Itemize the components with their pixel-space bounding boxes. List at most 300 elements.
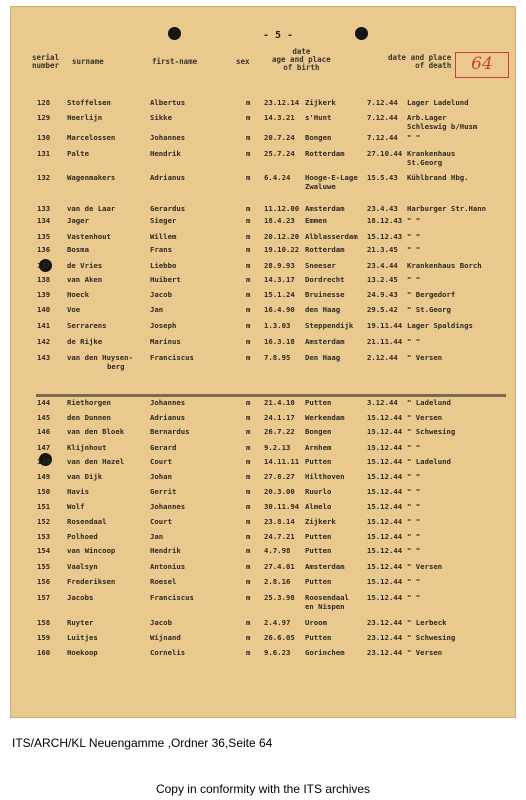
birth-date-cell: 2.4.97 (264, 618, 291, 627)
death-date-cell: 7.12.44 (367, 133, 398, 142)
birth-date-cell: 20.12.20 (264, 232, 300, 241)
first-name-cell: Sikke (150, 113, 172, 122)
first-name-cell: Jacob (150, 290, 172, 299)
register-row (10, 618, 516, 632)
first-name-cell: Albertus (150, 98, 186, 107)
first-name-cell: Hendrik (150, 149, 181, 158)
birth-date-cell: 20.3.00 (264, 487, 295, 496)
serial-number-cell: 145 (37, 413, 51, 422)
death-place-cell: " Schwesing (407, 427, 456, 436)
birth-date-cell: 4.7.98 (264, 546, 291, 555)
birth-date-cell: 25.7.24 (264, 149, 295, 158)
surname-cell: Wolf (67, 502, 85, 511)
sex-cell: m (246, 173, 251, 182)
sex-cell: m (246, 443, 251, 452)
serial-number-cell: 147 (37, 443, 51, 452)
death-place-cell: " St.Georg (407, 305, 451, 314)
first-name-cell: Wijnand (150, 633, 181, 642)
serial-number-cell: 137 (37, 261, 51, 270)
death-date-cell: 15.12.44 (367, 532, 403, 541)
register-row (10, 443, 516, 457)
birth-place-cell: Almelo (305, 502, 332, 511)
sex-cell: m (246, 457, 251, 466)
birth-date-cell: 14.11.11 (264, 457, 300, 466)
surname-cell: van den Hazel (67, 457, 125, 466)
sex-cell: m (246, 517, 251, 526)
death-date-cell: 15.12.44 (367, 593, 403, 602)
sex-cell: m (246, 290, 251, 299)
sex-cell: m (246, 337, 251, 346)
death-place-cell: " Versen (407, 562, 443, 571)
birth-date-cell: 23.8.14 (264, 517, 295, 526)
header-first-name: first-name (152, 57, 198, 66)
birth-place-cell: Bruinesse (305, 290, 345, 299)
sex-cell: m (246, 413, 251, 422)
serial-number-cell: 140 (37, 305, 51, 314)
birth-place-cell: Sneeser (305, 261, 336, 270)
birth-place-cell: Roosendaal en Nispen (305, 593, 349, 611)
surname-cell: Rosendaal (67, 517, 107, 526)
birth-date-cell: 2.8.16 (264, 577, 291, 586)
death-date-cell: 15.12.44 (367, 546, 403, 555)
surname-cell: Vastenhout (67, 232, 111, 241)
serial-number-cell: 143 (37, 353, 51, 362)
death-date-cell: 15.5.43 (367, 173, 398, 182)
death-date-cell: 23.12.44 (367, 633, 403, 642)
birth-date-cell: 25.3.98 (264, 593, 295, 602)
register-row (10, 149, 516, 167)
sex-cell: m (246, 648, 251, 657)
sex-cell: m (246, 398, 251, 407)
birth-date-cell: 24.7.21 (264, 532, 295, 541)
sex-cell: m (246, 149, 251, 158)
first-name-cell: Court (150, 517, 172, 526)
death-place-cell: " " (407, 216, 421, 225)
death-place-cell: " " (407, 593, 421, 602)
register-row (10, 290, 516, 304)
sex-cell: m (246, 216, 251, 225)
death-place-cell: Lager Spaldings (407, 321, 473, 330)
serial-number-cell: 148 (37, 457, 51, 466)
register-row (10, 133, 516, 147)
sex-cell: m (246, 133, 251, 142)
first-name-cell: Gerard (150, 443, 177, 452)
register-row (10, 113, 516, 131)
surname-cell: den Dunnen (67, 413, 111, 422)
sex-cell: m (246, 427, 251, 436)
surname-cell: Riethorgen (67, 398, 111, 407)
birth-place-cell: Zijkerk (305, 517, 336, 526)
death-date-cell: 15.12.44 (367, 413, 403, 422)
register-row (10, 398, 516, 412)
surname-cell: Klijnhout (67, 443, 107, 452)
death-date-cell: 15.12.44 (367, 427, 403, 436)
surname-cell: Hoeck (67, 290, 89, 299)
birth-date-cell: 21.4.10 (264, 398, 295, 407)
surname-cell: van Aken (67, 275, 103, 284)
death-date-cell: 15.12.44 (367, 443, 403, 452)
serial-number-cell: 153 (37, 532, 51, 541)
birth-date-cell: 18.4.23 (264, 216, 295, 225)
serial-number-cell: 132 (37, 173, 51, 182)
archive-document-page (10, 6, 516, 718)
first-name-cell: Jan (150, 532, 164, 541)
birth-date-cell: 30.11.94 (264, 502, 300, 511)
sex-cell: m (246, 593, 251, 602)
serial-number-cell: 133 (37, 204, 51, 213)
surname-cell: van de Laar (67, 204, 116, 213)
death-place-cell: " " (407, 133, 421, 142)
death-date-cell: 15.12.44 (367, 577, 403, 586)
surname-cell: van den Huysen- berg (67, 353, 133, 371)
birth-date-cell: 16.3.18 (264, 337, 295, 346)
birth-date-cell: 1.3.03 (264, 321, 291, 330)
birth-place-cell: Bongen (305, 427, 332, 436)
birth-place-cell: Emmen (305, 216, 327, 225)
death-place-cell: " " (407, 532, 421, 541)
serial-number-cell: 138 (37, 275, 51, 284)
serial-number-cell: 151 (37, 502, 51, 511)
register-row (10, 562, 516, 576)
death-place-cell: " " (407, 337, 421, 346)
serial-number-cell: 139 (37, 290, 51, 299)
surname-cell: de Rijke (67, 337, 103, 346)
first-name-cell: Johannes (150, 398, 186, 407)
birth-date-cell: 6.4.24 (264, 173, 291, 182)
birth-date-cell: 9.6.23 (264, 648, 291, 657)
register-row (10, 517, 516, 531)
birth-date-cell: 15.1.24 (264, 290, 295, 299)
header-date-place-birth: date age and place of birth (272, 47, 331, 72)
birth-place-cell: Amsterdam (305, 337, 345, 346)
birth-date-cell: 26.7.22 (264, 427, 295, 436)
first-name-cell: Johan (150, 472, 172, 481)
death-place-cell: " " (407, 577, 421, 586)
death-place-cell: " " (407, 502, 421, 511)
serial-number-cell: 128 (37, 98, 51, 107)
birth-place-cell: Ruurlo (305, 487, 332, 496)
death-place-cell: " Versen (407, 648, 443, 657)
sex-cell: m (246, 98, 251, 107)
first-name-cell: Antonius (150, 562, 186, 571)
sex-cell: m (246, 618, 251, 627)
surname-cell: Luitjes (67, 633, 98, 642)
register-row (10, 457, 516, 471)
surname-cell: Wagenmakers (67, 173, 116, 182)
birth-date-cell: 26.6.05 (264, 633, 295, 642)
serial-number-cell: 141 (37, 321, 51, 330)
punch-hole-right (355, 27, 368, 40)
death-place-cell: " " (407, 546, 421, 555)
serial-number-cell: 131 (37, 149, 51, 158)
death-place-cell: " Ladelund (407, 398, 451, 407)
death-date-cell: 15.12.44 (367, 562, 403, 571)
surname-cell: Jacobs (67, 593, 94, 602)
serial-number-cell: 130 (37, 133, 51, 142)
register-row (10, 472, 516, 486)
register-row (10, 532, 516, 546)
surname-cell: Polhoed (67, 532, 98, 541)
sex-cell: m (246, 232, 251, 241)
death-place-cell: " " (407, 232, 421, 241)
death-place-cell: Arb.Lager Schleswig b/Husm (407, 113, 478, 131)
copy-conformity-footer: Copy in conformity with the ITS archives (155, 782, 371, 796)
sex-cell: m (246, 472, 251, 481)
register-row (10, 275, 516, 289)
birth-date-cell: 7.8.95 (264, 353, 291, 362)
first-name-cell: Franciscus (150, 353, 194, 362)
archive-page-stamp: 64 (455, 52, 509, 78)
serial-number-cell: 154 (37, 546, 51, 555)
sex-cell: m (246, 532, 251, 541)
serial-number-cell: 135 (37, 232, 51, 241)
death-place-cell: " Versen (407, 353, 443, 362)
serial-number-cell: 129 (37, 113, 51, 122)
register-row (10, 413, 516, 427)
first-name-cell: Adrianus (150, 173, 186, 182)
birth-date-cell: 27.8.27 (264, 472, 295, 481)
first-name-cell: Gerrit (150, 487, 177, 496)
birth-place-cell: Zijkerk (305, 98, 336, 107)
birth-place-cell: Gorinchem (305, 648, 345, 657)
birth-place-cell: Uroom (305, 618, 327, 627)
sex-cell: m (246, 546, 251, 555)
surname-cell: Marcelossen (67, 133, 116, 142)
register-row (10, 648, 516, 662)
birth-place-cell: Putten (305, 633, 332, 642)
birth-place-cell: Dordrecht (305, 275, 345, 284)
register-row (10, 232, 516, 246)
first-name-cell: Cornelis (150, 648, 186, 657)
death-place-cell: " Bergedorf (407, 290, 456, 299)
register-row (10, 173, 516, 191)
birth-place-cell: Amsterdam (305, 204, 345, 213)
register-row (10, 216, 516, 230)
first-name-cell: Gerardus (150, 204, 186, 213)
sex-cell: m (246, 321, 251, 330)
birth-date-cell: 23.12.14 (264, 98, 300, 107)
birth-date-cell: 16.4.90 (264, 305, 295, 314)
birth-place-cell: Putten (305, 577, 332, 586)
sex-cell: m (246, 577, 251, 586)
register-row (10, 487, 516, 501)
birth-date-cell: 14.3.17 (264, 275, 295, 284)
death-date-cell: 21.11.44 (367, 337, 403, 346)
punch-hole-left (168, 27, 181, 40)
death-date-cell: 18.12.43 (367, 216, 403, 225)
surname-cell: Palte (67, 149, 89, 158)
death-date-cell: 27.10.44 (367, 149, 403, 158)
death-date-cell: 23.4.44 (367, 261, 398, 270)
surname-cell: Stoffelsen (67, 98, 111, 107)
sex-cell: m (246, 502, 251, 511)
death-date-cell: 3.12.44 (367, 398, 398, 407)
birth-place-cell: Den Haag (305, 353, 341, 362)
birth-place-cell: Hooge-E-Lage Zwaluwe (305, 173, 358, 191)
section-divider (36, 394, 506, 397)
birth-place-cell: Putten (305, 532, 332, 541)
birth-date-cell: 11.12.00 (264, 204, 300, 213)
death-date-cell: 15.12.44 (367, 517, 403, 526)
birth-date-cell: 24.1.17 (264, 413, 295, 422)
register-row (10, 633, 516, 647)
birth-date-cell: 9.2.13 (264, 443, 291, 452)
birth-date-cell: 20.7.24 (264, 133, 295, 142)
death-date-cell: 24.9.43 (367, 290, 398, 299)
serial-number-cell: 158 (37, 618, 51, 627)
death-date-cell: 7.12.44 (367, 98, 398, 107)
serial-number-cell: 144 (37, 398, 51, 407)
birth-place-cell: Putten (305, 546, 332, 555)
register-row (10, 261, 516, 275)
serial-number-cell: 156 (37, 577, 51, 586)
birth-date-cell: 19.10.22 (264, 245, 300, 254)
death-place-cell: Lager Ladelund (407, 98, 469, 107)
sex-cell: m (246, 113, 251, 122)
sex-cell: m (246, 633, 251, 642)
death-place-cell: Kühlbrand Hbg. (407, 173, 469, 182)
death-date-cell: 15.12.44 (367, 487, 403, 496)
register-row (10, 577, 516, 591)
sex-cell: m (246, 305, 251, 314)
header-serial: serial number (32, 53, 60, 70)
death-place-cell: " Ladelund (407, 457, 451, 466)
death-place-cell: " " (407, 517, 421, 526)
birth-place-cell: Hilthoven (305, 472, 345, 481)
sex-cell: m (246, 487, 251, 496)
surname-cell: Serrarens (67, 321, 107, 330)
first-name-cell: Adrianus (150, 413, 186, 422)
register-row (10, 353, 516, 371)
surname-cell: Hoekoop (67, 648, 98, 657)
birth-place-cell: Putten (305, 398, 332, 407)
birth-date-cell: 14.3.21 (264, 113, 295, 122)
death-date-cell: 23.12.44 (367, 618, 403, 627)
sex-cell: m (246, 353, 251, 362)
sex-cell: m (246, 261, 251, 270)
header-date-place-death: date and place of death (388, 53, 452, 70)
birth-place-cell: Arnhem (305, 443, 332, 452)
death-place-cell: Krankenhaus Borch (407, 261, 482, 270)
birth-place-cell: den Haag (305, 305, 341, 314)
register-row (10, 427, 516, 441)
birth-place-cell: Bongen (305, 133, 332, 142)
header-surname: surname (72, 57, 104, 66)
first-name-cell: Huibert (150, 275, 181, 284)
birth-date-cell: 28.9.93 (264, 261, 295, 270)
register-row (10, 321, 516, 335)
surname-cell: Bosma (67, 245, 89, 254)
death-date-cell: 15.12.44 (367, 502, 403, 511)
death-place-cell: Harburger Str.Hann (407, 204, 487, 213)
serial-number-cell: 160 (37, 648, 51, 657)
first-name-cell: Jan (150, 305, 164, 314)
sex-cell: m (246, 275, 251, 284)
register-row (10, 593, 516, 611)
serial-number-cell: 157 (37, 593, 51, 602)
serial-number-cell: 159 (37, 633, 51, 642)
surname-cell: van den Bloek (67, 427, 125, 436)
birth-place-cell: Steppendijk (305, 321, 354, 330)
first-name-cell: Bernardus (150, 427, 190, 436)
death-date-cell: 15.12.44 (367, 472, 403, 481)
birth-place-cell: Putten (305, 457, 332, 466)
serial-number-cell: 134 (37, 216, 51, 225)
death-date-cell: 21.3.45 (367, 245, 398, 254)
register-row (10, 305, 516, 319)
surname-cell: van Dijk (67, 472, 103, 481)
first-name-cell: Liebbo (150, 261, 177, 270)
surname-cell: Heerlijn (67, 113, 103, 122)
surname-cell: Jager (67, 216, 89, 225)
register-row (10, 245, 516, 259)
first-name-cell: Joseph (150, 321, 177, 330)
serial-number-cell: 146 (37, 427, 51, 436)
serial-number-cell: 155 (37, 562, 51, 571)
surname-cell: Voe (67, 305, 81, 314)
first-name-cell: Frans (150, 245, 172, 254)
death-date-cell: 2.12.44 (367, 353, 398, 362)
serial-number-cell: 136 (37, 245, 51, 254)
register-row (10, 98, 516, 112)
serial-number-cell: 149 (37, 472, 51, 481)
death-place-cell: " " (407, 245, 421, 254)
birth-date-cell: 27.4.01 (264, 562, 295, 571)
surname-cell: Ruyter (67, 618, 94, 627)
death-place-cell: " " (407, 275, 421, 284)
death-place-cell: " Lerbeck (407, 618, 447, 627)
death-place-cell: Krankenhaus St.Georg (407, 149, 456, 167)
death-date-cell: 19.11.44 (367, 321, 403, 330)
first-name-cell: Willem (150, 232, 177, 241)
birth-place-cell: s'Hunt (305, 113, 332, 122)
sex-cell: m (246, 245, 251, 254)
surname-cell: Frederiksen (67, 577, 116, 586)
first-name-cell: Franciscus (150, 593, 194, 602)
death-date-cell: 23.12.44 (367, 648, 403, 657)
surname-cell: de Vries (67, 261, 103, 270)
death-date-cell: 13.2.45 (367, 275, 398, 284)
death-place-cell: " Versen (407, 413, 443, 422)
death-place-cell: " Schwesing (407, 633, 456, 642)
register-row (10, 337, 516, 351)
birth-place-cell: Rotterdam (305, 245, 345, 254)
first-name-cell: Court (150, 457, 172, 466)
first-name-cell: Sieger (150, 216, 177, 225)
death-place-cell: " " (407, 472, 421, 481)
register-row (10, 546, 516, 560)
surname-cell: Havis (67, 487, 89, 496)
sex-cell: m (246, 204, 251, 213)
birth-place-cell: Rotterdam (305, 149, 345, 158)
first-name-cell: Jacob (150, 618, 172, 627)
archive-reference-caption: ITS/ARCH/KL Neuengamme ,Ordner 36,Seite 64 (12, 736, 273, 750)
death-date-cell: 29.5.42 (367, 305, 398, 314)
death-place-cell: " " (407, 487, 421, 496)
birth-place-cell: Amsterdam (305, 562, 345, 571)
serial-number-cell: 152 (37, 517, 51, 526)
first-name-cell: Johannes (150, 133, 186, 142)
surname-cell: Vaalsyn (67, 562, 98, 571)
first-name-cell: Johannes (150, 502, 186, 511)
serial-number-cell: 150 (37, 487, 51, 496)
page-number: - 5 - (262, 30, 294, 41)
first-name-cell: Marinus (150, 337, 181, 346)
birth-place-cell: Werkendam (305, 413, 345, 422)
death-date-cell: 23.4.43 (367, 204, 398, 213)
register-row (10, 502, 516, 516)
birth-place-cell: Alblasserdam (305, 232, 358, 241)
